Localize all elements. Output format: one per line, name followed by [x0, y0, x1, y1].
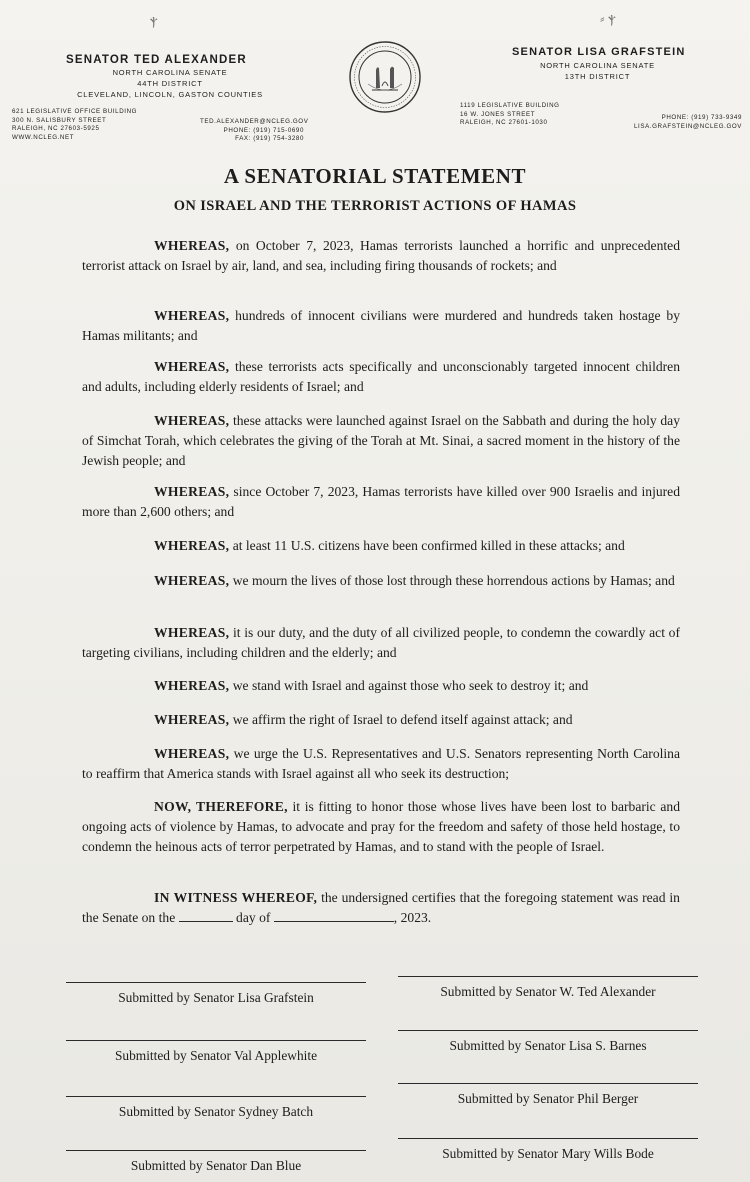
whereas-paragraph [82, 306, 680, 346]
whereas-paragraph [82, 571, 680, 591]
right-address-line: 16 W. JONES STREET [460, 110, 536, 118]
signature-block [66, 982, 366, 1006]
signature-caption: Submitted by Senator W. Ted Alexander [440, 984, 656, 999]
signature-line[interactable] [66, 982, 366, 983]
paragraph-lead: WHEREAS, [154, 238, 230, 253]
paragraph-text: we stand with Israel and against those who seek to destroy it; and [229, 678, 589, 693]
signature-block [398, 1138, 698, 1162]
paragraph-text: it is fitting to honor those whose lives have been lost to barbaric and ongoing acts of violence by Hamas, to advocate and pray for the freedom and safety of those held hostage, to condemn the heinous acts of terror perpetrated by Hamas, and to stand with the people of Israel. [82, 799, 680, 854]
signature-line[interactable] [66, 1040, 366, 1041]
paragraph-lead: WHEREAS, [154, 538, 230, 553]
whereas-paragraph [82, 710, 680, 730]
paragraph-text: these terrorists acts specifically and unconscionably targeted innocent children and adults, including elderly residents of Israel; and [82, 359, 680, 394]
paragraph-text: we urge the U.S. Representatives and U.S. Senators representing North Carolina to reaffirm that America stands with Israel against all who seek its destruction; [82, 746, 680, 781]
signature-line[interactable] [66, 1096, 366, 1097]
paragraph-text: we mourn the lives of those lost through these horrendous actions by Hamas; and [229, 573, 675, 588]
whereas-paragraph [82, 676, 680, 696]
nc-state-seal-icon [348, 40, 422, 114]
paragraph-lead: WHEREAS, [154, 484, 230, 499]
paragraph-lead: WHEREAS, [154, 359, 230, 374]
handwritten-mark: ⸗ ⲯ [600, 12, 616, 27]
whereas-paragraph [82, 411, 680, 471]
day-blank-line[interactable] [179, 909, 233, 922]
left-email: TED.ALEXANDER@NCLEG.GOV [200, 118, 309, 125]
right-address-line: 1119 LEGISLATIVE BUILDING [460, 102, 560, 109]
left-address-line: 621 LEGISLATIVE OFFICE BUILDING [12, 108, 138, 115]
signature-line[interactable] [398, 1083, 698, 1084]
paragraph-lead: WHEREAS, [154, 625, 230, 640]
whereas-paragraph [82, 536, 680, 556]
signature-line[interactable] [398, 976, 698, 977]
signature-caption: Submitted by Senator Val Applewhite [114, 1048, 318, 1063]
paragraph-text: on October 7, 2023, Hamas terrorists launched a horrific and unprecedented terrorist attack on Israel by air, land, and sea, including firing thousands of rockets; and [82, 238, 680, 273]
right-phone: PHONE: (919) 733-9349 [661, 114, 742, 121]
handwritten-mark: ⲯ [150, 14, 158, 29]
left-phone: PHONE: (919) 715-0690 [223, 126, 304, 134]
whereas-paragraph [82, 357, 680, 397]
paragraph-lead: WHEREAS, [154, 413, 230, 428]
paragraph-lead: WHEREAS, [154, 746, 230, 761]
right-contact-block [600, 114, 742, 131]
paragraph-lead: NOW, THEREFORE, [154, 799, 288, 814]
letterhead [0, 0, 750, 150]
right-senate-line: NORTH CAROLINA SENATE [540, 61, 655, 70]
signature-block [66, 1040, 366, 1064]
witness-paragraph [82, 888, 680, 928]
whereas-paragraph [82, 623, 680, 663]
left-counties-line: CLEVELAND, LINCOLN, GASTON COUNTIES [77, 90, 263, 99]
signature-line[interactable] [398, 1030, 698, 1031]
right-address-block [460, 102, 560, 128]
signature-caption: Submitted by Senator Sydney Batch [118, 1104, 314, 1119]
witness-text: the undersigned certifies that the foregoing statement was read in the Senate on the [82, 890, 680, 925]
paragraph-text: hundreds of innocent civilians were murdered and hundreds taken hostage by Hamas militants; and [82, 308, 680, 343]
signature-block [398, 1083, 698, 1107]
left-contact-block [200, 118, 309, 144]
signature-caption: Submitted by Senator Dan Blue [130, 1158, 302, 1173]
witness-lead: IN WITNESS WHEREOF, [154, 890, 318, 905]
signature-caption: Submitted by Senator Lisa Grafstein [118, 990, 314, 1005]
paragraph-text: it is our duty, and the duty of all civilized people, to condemn the cowardly act of targeting civilians, including children and the elderly; and [82, 625, 680, 660]
paragraph-text: since October 7, 2023, Hamas terrorists have killed over 900 Israelis and injured more than 2,600 others; and [82, 484, 680, 519]
paragraph-text: we affirm the right of Israel to defend itself against attack; and [229, 712, 573, 727]
signature-line[interactable] [398, 1138, 698, 1139]
month-blank-line[interactable] [274, 909, 394, 922]
whereas-paragraph [82, 236, 680, 276]
left-address-block [12, 108, 137, 142]
left-senate-line: NORTH CAROLINA SENATE [112, 68, 228, 77]
witness-text: , 2023. [393, 910, 432, 925]
signature-block [398, 1030, 698, 1054]
signature-caption: Submitted by Senator Mary Wills Bode [442, 1146, 654, 1161]
witness-text: day of [232, 910, 274, 925]
signature-block [66, 1150, 366, 1174]
signature-caption: Submitted by Senator Phil Berger [457, 1091, 639, 1106]
right-district-line: 13TH DISTRICT [564, 72, 631, 81]
paragraph-text: these attacks were launched against Israel on the Sabbath and during the holy day of Simchat Torah, which celebrates the giving of the Torah at Mt. Sinai, a sacred moment in the history of the Jewish people; and [82, 413, 680, 468]
signature-block [66, 1096, 366, 1120]
left-address-line: RALEIGH, NC 27603-5925 [12, 125, 100, 133]
whereas-paragraph [82, 482, 680, 522]
left-address-line: 300 N. SALISBURY STREET [12, 116, 107, 124]
paragraph-lead: WHEREAS, [154, 573, 230, 588]
signature-block [398, 976, 698, 1000]
signature-line[interactable] [66, 1150, 366, 1151]
paragraph-lead: WHEREAS, [154, 308, 230, 323]
right-senator-name: SENATOR LISA GRAFSTEIN [512, 46, 686, 58]
document-subtitle: ON ISRAEL AND THE TERRORIST ACTIONS OF HAMAS [173, 198, 577, 214]
signature-caption: Submitted by Senator Lisa S. Barnes [449, 1038, 647, 1053]
document-title: A SENATORIAL STATEMENT [223, 164, 527, 188]
left-website: WWW.NCLEG.NET [12, 133, 75, 141]
paragraph-lead: WHEREAS, [154, 712, 230, 727]
right-address-line: RALEIGH, NC 27601-1030 [460, 119, 548, 127]
resolution-paragraph [82, 797, 680, 857]
paragraph-text: at least 11 U.S. citizens have been confirmed killed in these attacks; and [229, 538, 625, 553]
whereas-paragraph [82, 744, 680, 784]
left-senator-name: SENATOR TED ALEXANDER [66, 54, 247, 66]
paragraph-lead: WHEREAS, [154, 678, 230, 693]
left-fax: FAX: (919) 754-3280 [235, 135, 304, 143]
left-district-line: 44TH DISTRICT [137, 79, 203, 88]
right-email: LISA.GRAFSTEIN@NCLEG.GOV [633, 122, 742, 130]
